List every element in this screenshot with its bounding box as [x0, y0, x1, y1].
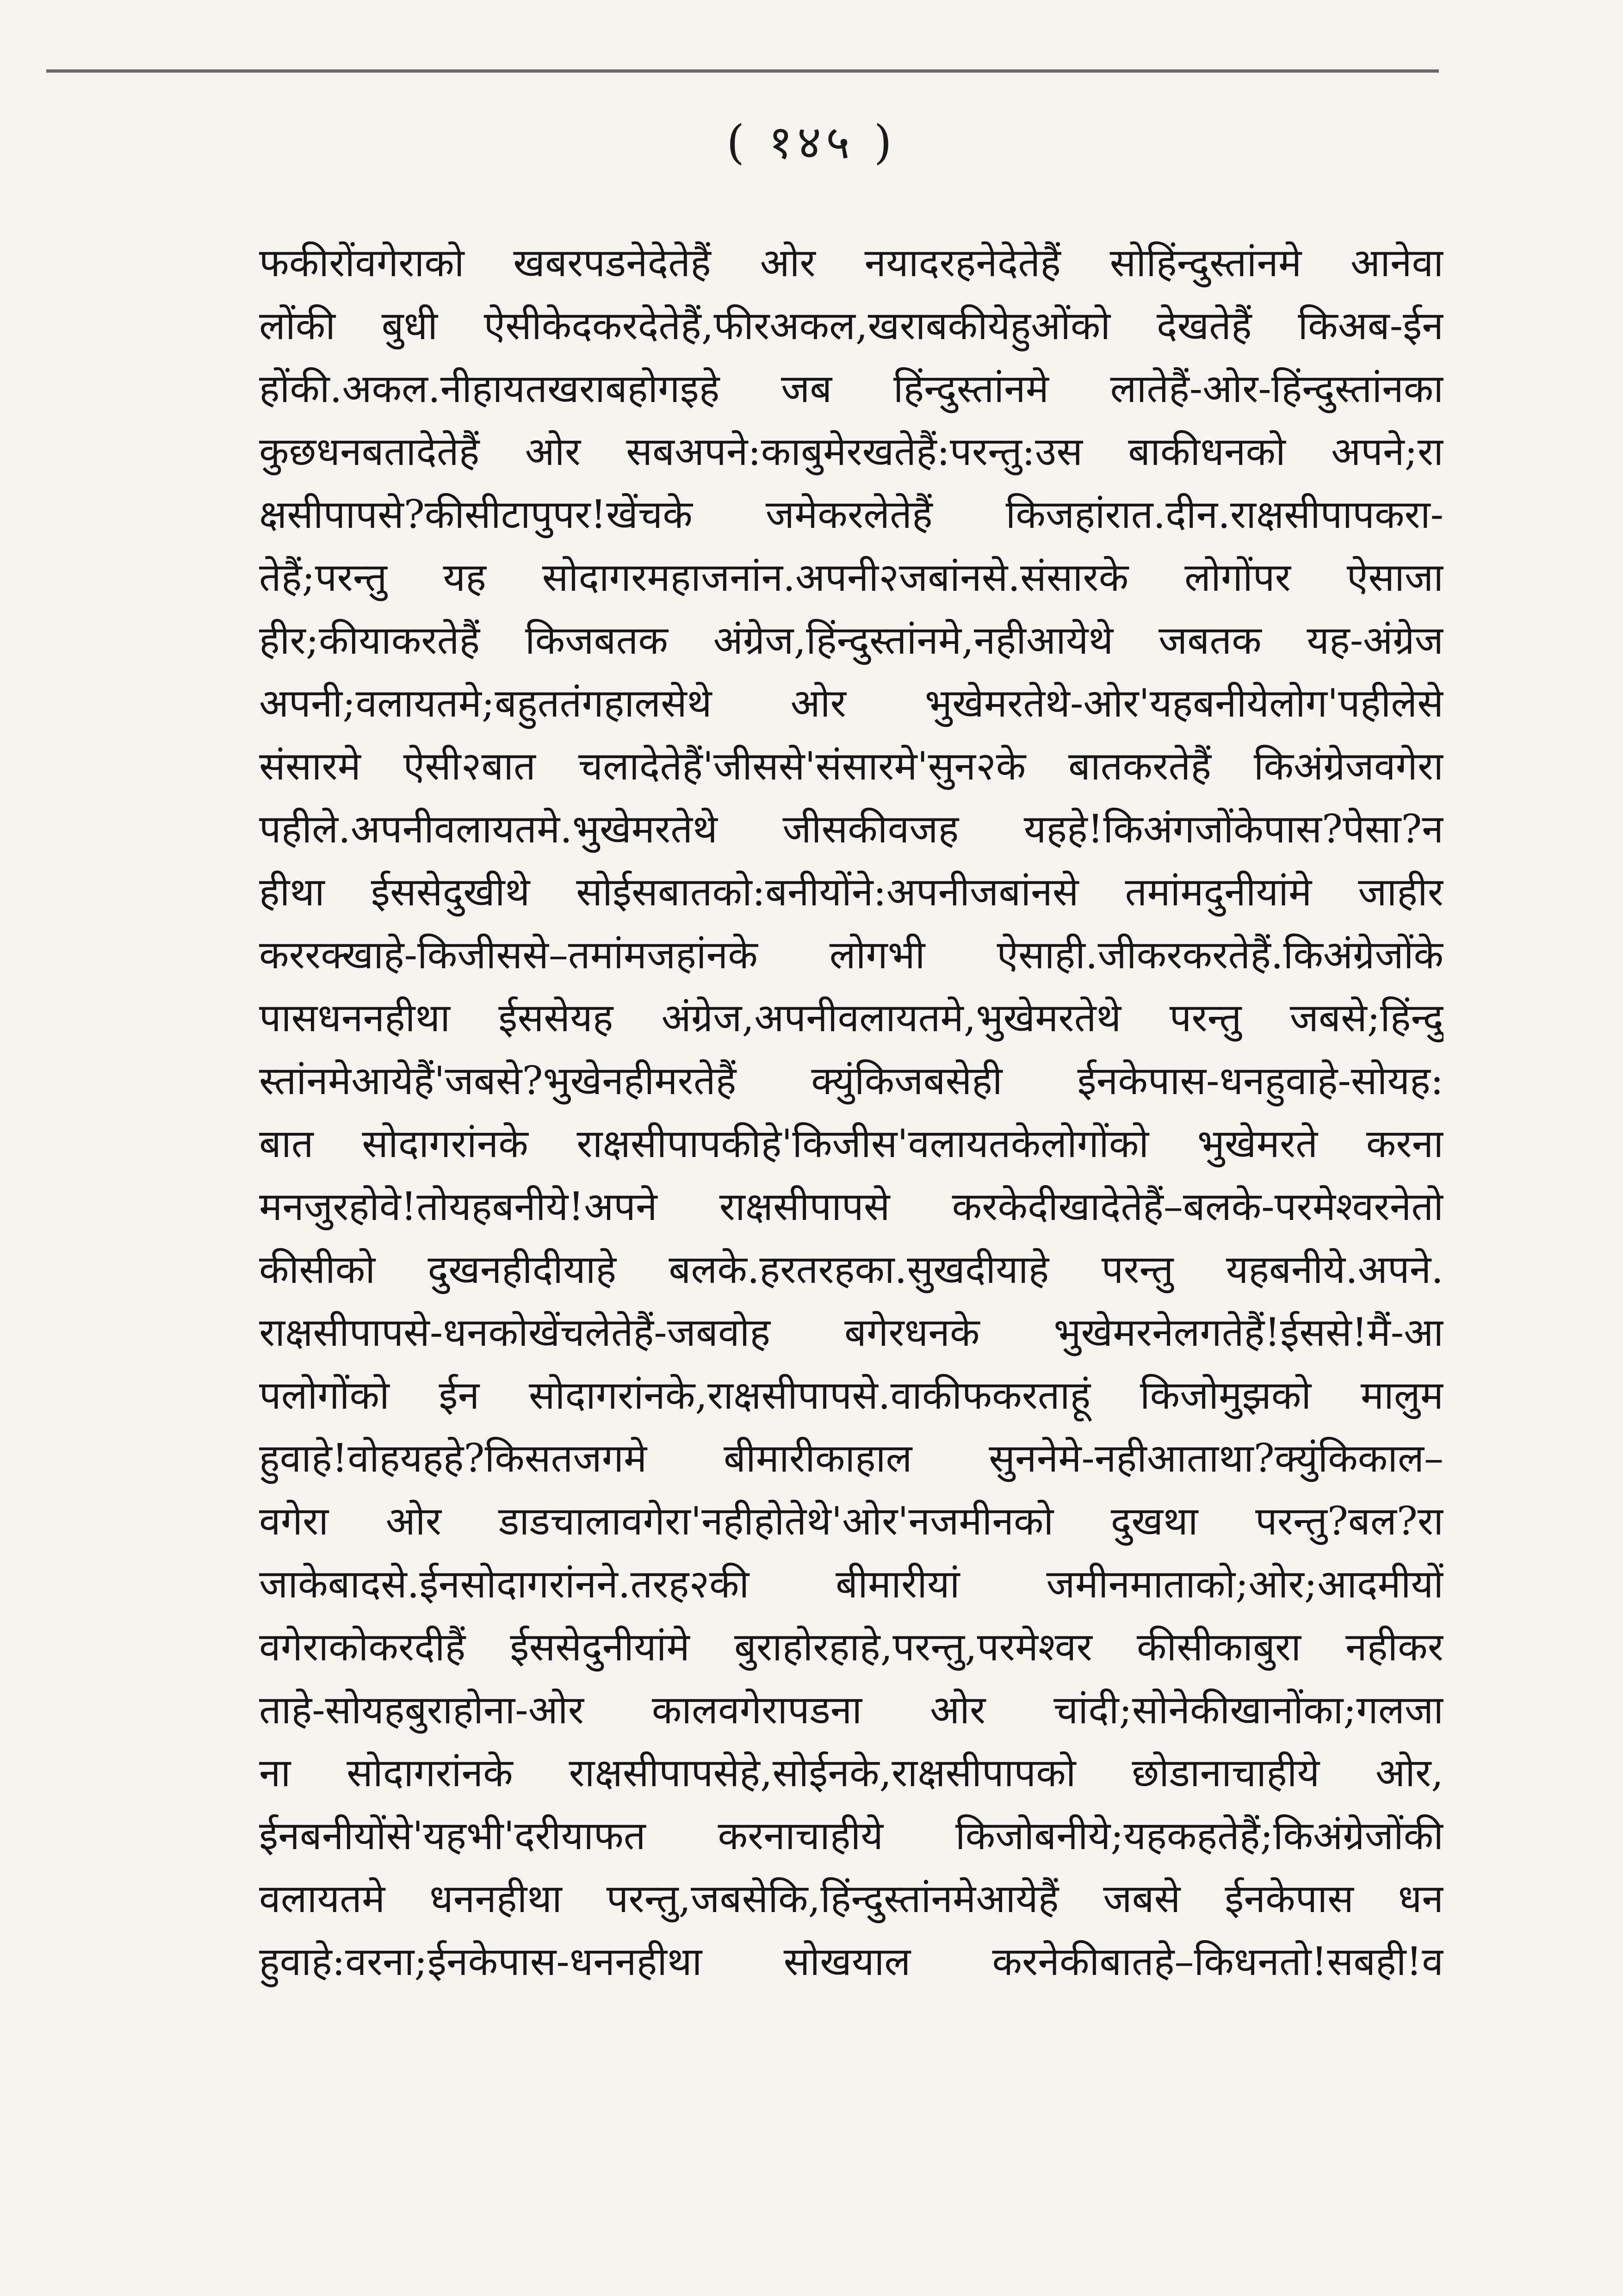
text-line-10: पहीले.अपनीवलायतमे.भुखेमरतेथे जीसकीवजह यहहे!किअंगजोंकेपास?पेसा?न [259, 806, 1443, 852]
text-line-17: कीसीको दुखनहीदीयाहे बलके.हरतरहका.सुखदीयाहे परन्तु यहबनीये.अपने. [259, 1247, 1443, 1292]
text-line-24: ताहे-सोयहबुराहोना-ओर कालवगेरापडना ओर चांदी;सोनेकीखानोंका;गलजा [259, 1687, 1443, 1733]
text-line-18: राक्षसीपापसे-धनकोखेंचलेतेहैं-जबवोह बगेरधनके भुखेमरनेलगतेहैं!ईससे!मैं-आ [259, 1310, 1443, 1355]
text-line-21: वगेरा ओर डाडचालावगेरा'नहीहोतेथे'ओर'नजमीनको दुखथा परन्तु?बल?रा [259, 1498, 1443, 1544]
text-line-11: हीथा ईससेदुखीथे सोईसबातको:बनीयोंने:अपनीजबांनसे तमांमदुनीयांमे जाहीर [259, 869, 1443, 915]
text-line-22: जाकेबादसे.ईनसोदागरांनने.तरह२की बीमारीयां जमीनमाताको;ओर;आदमीयों [259, 1561, 1443, 1607]
text-line-19: पलोगोंको ईन सोदागरांनके,राक्षसीपापसे.वाकीफकरताहूं किजोमुझको मालुम [259, 1373, 1443, 1418]
text-line-7: हीर;कीयाकरतेहैं किजबतक अंग्रेज,हिंन्दुस्तांनमे,नहीआयेथे जबतक यह-अंग्रेज [259, 618, 1443, 663]
text-line-1: फकीरोंवगेराको खबरपडनेदेतेहैं ओर नयादरहनेदेतेहैं सोहिंन्दुस्तांनमे आनेवा [259, 240, 1443, 285]
text-line-14: स्तांनमेआयेहैं'जबसे?भुखेनहीमरतेहैं क्युंकिजबसेही ईनकेपास-धनहुवाहे-सोयह: [259, 1058, 1443, 1103]
text-line-20: हुवाहे!वोहयहहे?किसतजगमे बीमारीकाहाल सुननेमे-नहीआताथा?क्युंकिकाल– [259, 1436, 1443, 1481]
text-line-26: ईनबनीयोंसे'यहभी'दरीयाफत करनाचाहीये किजोबनीये;यहकहतेहैं;किअंग्रेजोंकी [259, 1813, 1443, 1858]
text-line-9: संसारमे ऐसी२बात चलादेतेहैं'जीससे'संसारमे'सुन२के बातकरतेहैं किअंग्रेजवगेरा [259, 743, 1443, 789]
text-line-12: कररक्खाहे-किजीससे–तमांमजहांनके लोगभी ऐसाही.जीकरकरतेहैं.किअंग्रेजोंके [259, 932, 1443, 978]
text-line-4: कुछधनबतादेतेहैं ओर सबअपने:काबुमेरखतेहैं:परन्तु:उस बाकीधनको अपने;रा [259, 429, 1443, 474]
text-line-25: ना सोदागरांनके राक्षसीपापसेहे,सोईनके,राक्षसीपापको छोडानाचाहीये ओर, [259, 1750, 1443, 1795]
body-text [259, 231, 1443, 1993]
text-line-23: वगेराकोकरदीहैं ईससेदुनीयांमे बुराहोरहाहे,परन्तु,परमेश्वर कीसीकाबुरा नहीकर [259, 1624, 1443, 1670]
text-line-5: क्षसीपापसे?कीसीटापुपर!खेंचके जमेकरलेतेहैं किजहांरात.दीन.राक्षसीपापकरा- [259, 492, 1443, 537]
header-rule [46, 69, 1439, 73]
text-line-16: मनजुरहोवे!तोयहबनीये!अपने राक्षसीपापसे करकेदीखादेतेहैं–बलके-परमेश्वरनेतो [259, 1184, 1443, 1229]
text-line-8: अपनी;वलायतमे;बहुततंगहालसेथे ओर भुखेमरतेथे-ओर'यहबनीयेलोग'पहीलेसे [259, 681, 1443, 726]
text-line-3: होंकी.अकल.नीहायतखराबहोगइहे जब हिंन्दुस्तांनमे लातेहैं-ओर-हिंन्दुस्तांनका [259, 366, 1443, 411]
text-line-27: वलायतमे धननहीथा परन्तु,जबसेकि,हिंन्दुस्तांनमेआयेहैं जबसे ईनकेपास धन [259, 1876, 1443, 1921]
text-line-6: तेहैं;परन्तु यह सोदागरमहाजनांन.अपनी२जबांनसे.संसारके लोगोंपर ऐसाजा [259, 555, 1443, 600]
text-line-2: लोंकी बुधी ऐसीकेदकरदेतेहैं,फीरअकल,खराबकीयेहुओंको देखतेहैं किअब-ईन [259, 303, 1443, 348]
text-line-15: बात सोदागरांनके राक्षसीपापकीहे'किजीस'वलायतकेलोगोंको भुखेमरते करना [259, 1121, 1443, 1166]
text-line-13: पासधननहीथा ईससेयह अंग्रेज,अपनीवलायतमे,भुखेमरतेथे परन्तु जबसे;हिंन्दु [259, 995, 1443, 1040]
page-number: ( १४५ ) [726, 115, 897, 169]
text-line-28: हुवाहे:वरना;ईनकेपास-धननहीथा सोखयाल करनेकीबातहे–किधनतो!सबही!व [259, 1939, 1443, 1984]
